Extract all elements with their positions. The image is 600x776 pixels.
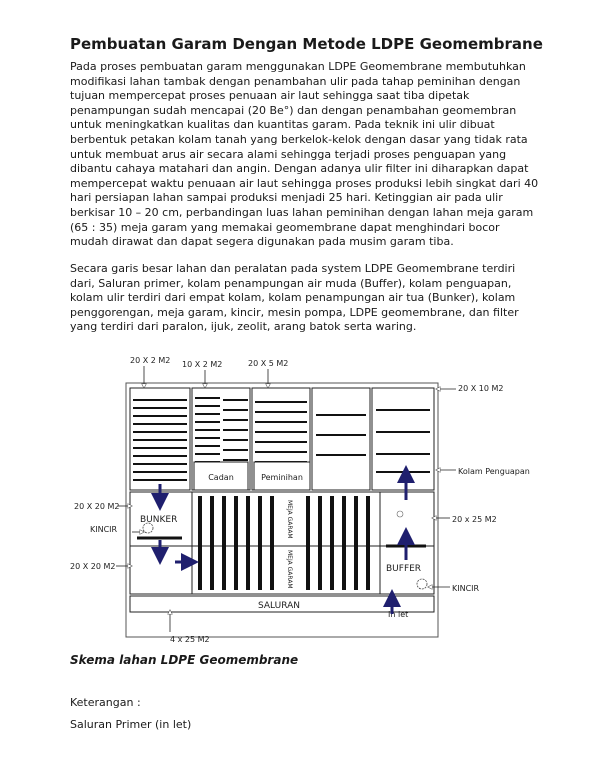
legend-title: Keterangan : xyxy=(70,696,141,709)
label-dim-10x2: 10 X 2 M2 xyxy=(182,360,223,369)
page-title: Pembuatan Garam Dengan Metode LDPE Geomembrane xyxy=(70,35,543,53)
label-saluran: SALURAN xyxy=(258,601,300,611)
label-inlet: In let xyxy=(388,610,409,619)
buffer-marker xyxy=(397,511,403,517)
label-kincir-left: KINCIR xyxy=(90,525,118,534)
label-dim-20x25: 20 x 25 M2 xyxy=(452,515,497,524)
label-dim-20x5: 20 X 5 M2 xyxy=(248,359,289,368)
figure-caption: Skema lahan LDPE Geomembrane xyxy=(70,653,299,667)
meja-garam-tables xyxy=(200,496,368,590)
paragraph-components: Secara garis besar lahan dan peralatan pada system LDPE Geomembrane terdiri dari, Saluran primer, kolam penampungan air muda (Buffer), kolam penguapan, kolam ulir terdiri dari empat kolam, kolam penampungan air tua (Bunker), kolam penggorengan, meja garam, kincir, mesin pompa, LDPE geomembrane, dan filter yang terdiri dari paralon, ijuk, zeolit, arang batok serta waring. xyxy=(70,262,519,334)
label-dim-20x2-top: 20 X 2 M2 xyxy=(130,356,171,365)
label-meja-garam-1: MEJA GARAM xyxy=(286,500,293,539)
label-bunker: BUNKER xyxy=(140,515,178,525)
legend-item: Saluran Primer (in let) xyxy=(70,718,192,731)
label-kolam-penguapan: Kolam Penguapan xyxy=(458,467,530,476)
label-meja-garam-2: MEJA GARAM xyxy=(286,550,293,589)
paragraph-intro: Pada proses pembuatan garam menggunakan LDPE Geomembrane membutuhkan modifikasi lahan tambak dengan penambahan ulir pada tahap peminihan dengan tujuan mempercepat proses penuaan air laut sehingga saat tiba dipetak penampungan sudah mencapai (20 Be°) dan dengan penambahan geomembran untuk meningkatkan kualitas dan kuantitas garam. Pada teknik ini ulir dibuat berbentuk petakan kolam tanah yang berkelok-kelok dengan dasar yang tidak rata untuk membuat arus air secara alami sehingga terjadi proses penguapan yang dibantu cahaya matahari dan angin. Dengan adanya ulir filter ini diharapkan dapat mempercepat waktu penuaan air laut sehingga proses produksi lebih singkat dari 40 hari persiapan lahan sampai produksi menjadi 25 hari. Ketinggian air pada ulir berkisar 10 – 20 cm, perbandingan luas lahan peminihan dengan lahan meja garam (65 : 35) meja garam yang memakai geomembrane dapat menghindari bocor mudah dirawat dan dapat segera digunakan pada musim garam tiba. xyxy=(70,60,539,249)
label-dim-20x20-top: 20 X 20 M2 xyxy=(74,502,120,511)
label-buffer: BUFFER xyxy=(386,564,422,574)
label-dim-4x25: 4 x 25 M2 xyxy=(170,635,210,644)
lower-section xyxy=(130,492,434,594)
label-dim-20x20-bottom: 20 X 20 M2 xyxy=(70,562,116,571)
ldpe-geomembrane-schematic xyxy=(60,350,540,650)
label-cadan: Cadan xyxy=(208,473,234,482)
label-peminihan: Peminihan xyxy=(261,473,303,482)
label-kincir-right: KINCIR xyxy=(452,584,480,593)
label-dim-20x10: 20 X 10 M2 xyxy=(458,384,504,393)
kincir-right xyxy=(417,579,427,589)
